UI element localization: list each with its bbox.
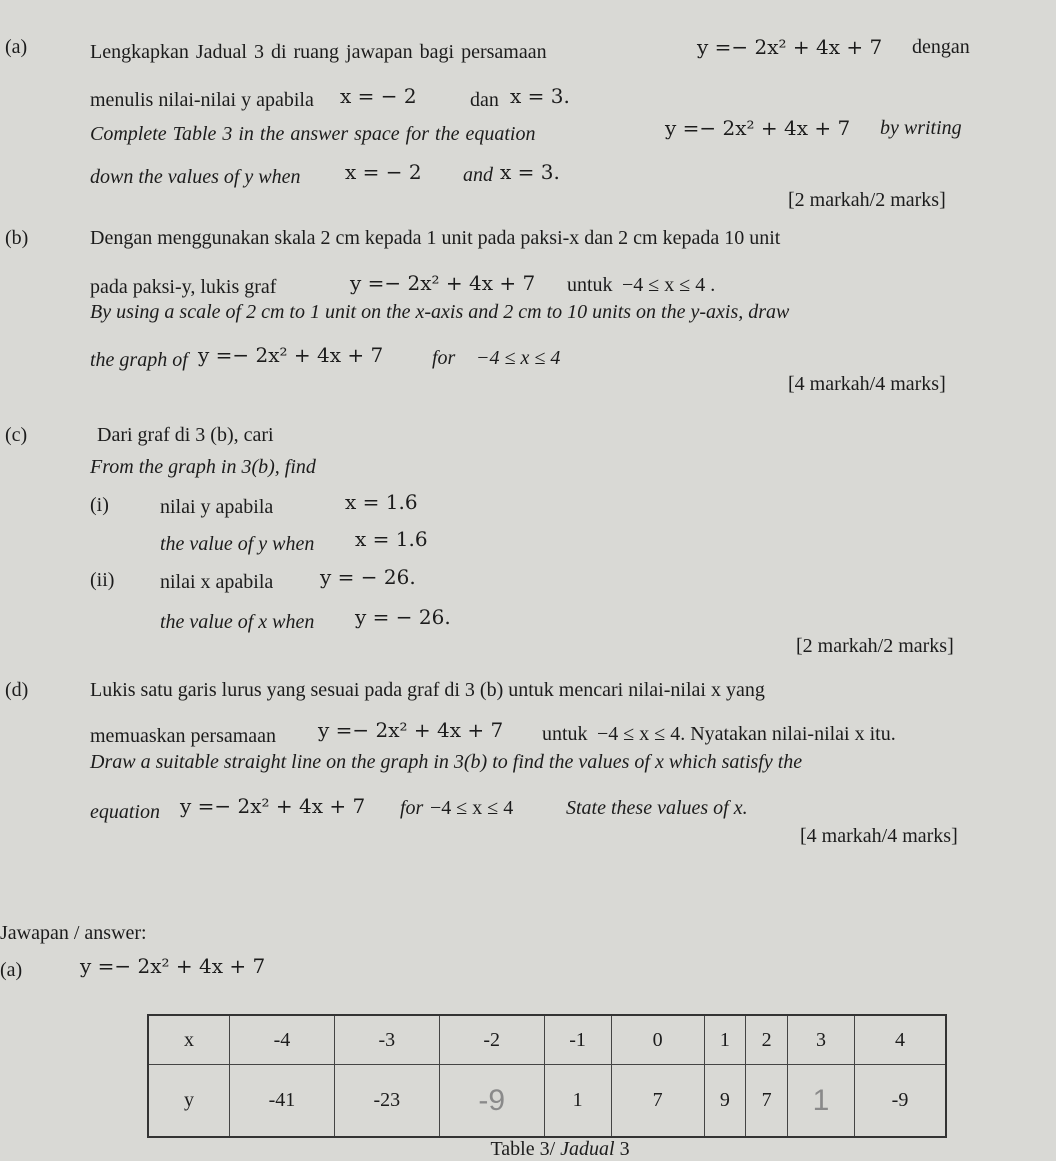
y-cell: -9 xyxy=(855,1065,947,1137)
part-a-marks: [2 markah/2 marks] xyxy=(788,189,946,211)
caption-en: Table 3/ xyxy=(490,1138,561,1160)
part-b-range: −4 ≤ x ≤ 4 . xyxy=(622,274,716,296)
part-b-ms-line2: pada paksi-y, lukis graf xyxy=(90,276,277,298)
y-cell: 1 xyxy=(544,1065,611,1137)
table-3 xyxy=(147,1014,947,1138)
y-cell: -23 xyxy=(334,1065,439,1137)
part-c-en-intro: From the graph in 3(b), find xyxy=(90,456,316,478)
x-header: x xyxy=(148,1015,230,1065)
part-d-label: (d) xyxy=(5,679,29,701)
part-a-by-writing: by writing xyxy=(880,117,962,139)
table-caption xyxy=(0,1138,1056,1161)
part-d-ms-line1: Lukis satu garis lurus yang sesuai pada graf di 3 (b) untuk mencari nilai-nilai x yang xyxy=(90,679,765,701)
x-cell: -4 xyxy=(230,1015,335,1065)
part-b-ms-line1: Dengan menggunakan skala 2 cm kepada 1 unit pada paksi-x dan 2 cm kepada 10 unit xyxy=(90,227,781,249)
x-3: x = 3. xyxy=(510,84,570,108)
equation: y =− 2x² + 4x + 7 xyxy=(80,954,266,978)
part-c-i-eq: x = 1.6 xyxy=(355,527,428,551)
part-c-ii-eq: y = − 26. xyxy=(355,605,451,629)
part-a-label: (a) xyxy=(5,36,28,58)
part-b-en-line2: the graph of xyxy=(90,349,188,371)
part-d-for: for xyxy=(400,797,424,819)
part-b-label: (b) xyxy=(5,227,29,249)
x-cell: 2 xyxy=(746,1015,788,1065)
part-a-en-line1: Complete Table 3 in the answer space for the equation xyxy=(90,123,536,145)
x-cell: -2 xyxy=(439,1015,544,1065)
part-b-untuk: untuk xyxy=(567,274,613,296)
x-neg2: x = − 2 xyxy=(340,84,417,108)
part-a-dan: dan xyxy=(470,89,499,111)
part-c-i-ms: nilai y apabila xyxy=(160,496,274,518)
caption-ms: Jadual xyxy=(560,1138,615,1160)
y-cell-handwritten[interactable]: 1 xyxy=(787,1065,854,1137)
x-cell: 3 xyxy=(787,1015,854,1065)
y-cell: 7 xyxy=(746,1065,788,1137)
x-cell: 1 xyxy=(704,1015,746,1065)
y-cell: 7 xyxy=(611,1065,704,1137)
equation: y =− 2x² + 4x + 7 xyxy=(665,116,851,140)
part-a-ms-line1: Lengkapkan Jadual 3 di ruang jawapan bagi persamaan xyxy=(90,41,547,63)
x-cell: 4 xyxy=(855,1015,947,1065)
part-b-range: −4 ≤ x ≤ 4 xyxy=(476,347,561,369)
part-c-ii-label: (ii) xyxy=(90,569,115,591)
equation: y =− 2x² + 4x + 7 xyxy=(198,343,384,367)
part-b-marks: [4 markah/4 marks] xyxy=(788,373,946,395)
equation: y =− 2x² + 4x + 7 xyxy=(318,718,504,742)
y-cell-handwritten[interactable]: -9 xyxy=(439,1065,544,1137)
part-c-label: (c) xyxy=(5,424,28,446)
equation: y =− 2x² + 4x + 7 xyxy=(697,35,883,59)
part-d-en-line1: Draw a suitable straight line on the graph in 3(b) to find the values of x which satisfy the xyxy=(90,751,803,773)
table-row-y xyxy=(148,1065,946,1137)
answer-a-label: (a) xyxy=(0,959,23,981)
y-cell: -41 xyxy=(230,1065,335,1137)
table-row-x xyxy=(148,1015,946,1065)
part-c-ii-ms: nilai x apabila xyxy=(160,571,274,593)
x-cell: -1 xyxy=(544,1015,611,1065)
part-c-ms-intro: Dari graf di 3 (b), cari xyxy=(97,424,274,446)
part-c-ii-en: the value of x when xyxy=(160,611,315,633)
y-cell: 9 xyxy=(704,1065,746,1137)
part-d-ms-tail: −4 ≤ x ≤ 4. Nyatakan nilai-nilai x itu. xyxy=(597,723,896,745)
part-d-untuk: untuk xyxy=(542,723,588,745)
x-neg2: x = − 2 xyxy=(345,160,422,184)
part-c-i-en: the value of y when xyxy=(160,533,315,555)
answer-heading: Jawapan / answer: xyxy=(0,922,147,944)
part-a-dengan: dengan xyxy=(912,36,970,58)
part-d-marks: [4 markah/4 marks] xyxy=(800,825,958,847)
part-b-for: for xyxy=(432,347,456,369)
equation: y =− 2x² + 4x + 7 xyxy=(350,271,536,295)
part-c-i-eq: x = 1.6 xyxy=(345,490,418,514)
part-d-range: −4 ≤ x ≤ 4 xyxy=(430,797,514,819)
part-a-en-line2: down the values of y when xyxy=(90,166,301,188)
x-3: x = 3. xyxy=(500,160,560,184)
caption-num: 3 xyxy=(614,1138,630,1160)
part-c-marks: [2 markah/2 marks] xyxy=(796,635,954,657)
x-cell: 0 xyxy=(611,1015,704,1065)
part-a-and: and xyxy=(463,164,493,186)
y-header: y xyxy=(148,1065,230,1137)
part-c-ii-eq: y = − 26. xyxy=(320,565,416,589)
part-d-en-tail: State these values of x. xyxy=(566,797,748,819)
equation: y =− 2x² + 4x + 7 xyxy=(180,794,366,818)
part-b-en-line1: By using a scale of 2 cm to 1 unit on the x-axis and 2 cm to 10 units on the y-axis, draw xyxy=(90,301,790,323)
part-c-i-label: (i) xyxy=(90,494,109,516)
part-d-ms-line2: memuaskan persamaan xyxy=(90,725,277,747)
part-a-ms-line2: menulis nilai-nilai y apabila xyxy=(90,89,314,111)
x-cell: -3 xyxy=(334,1015,439,1065)
part-d-en-line2: equation xyxy=(90,801,160,823)
